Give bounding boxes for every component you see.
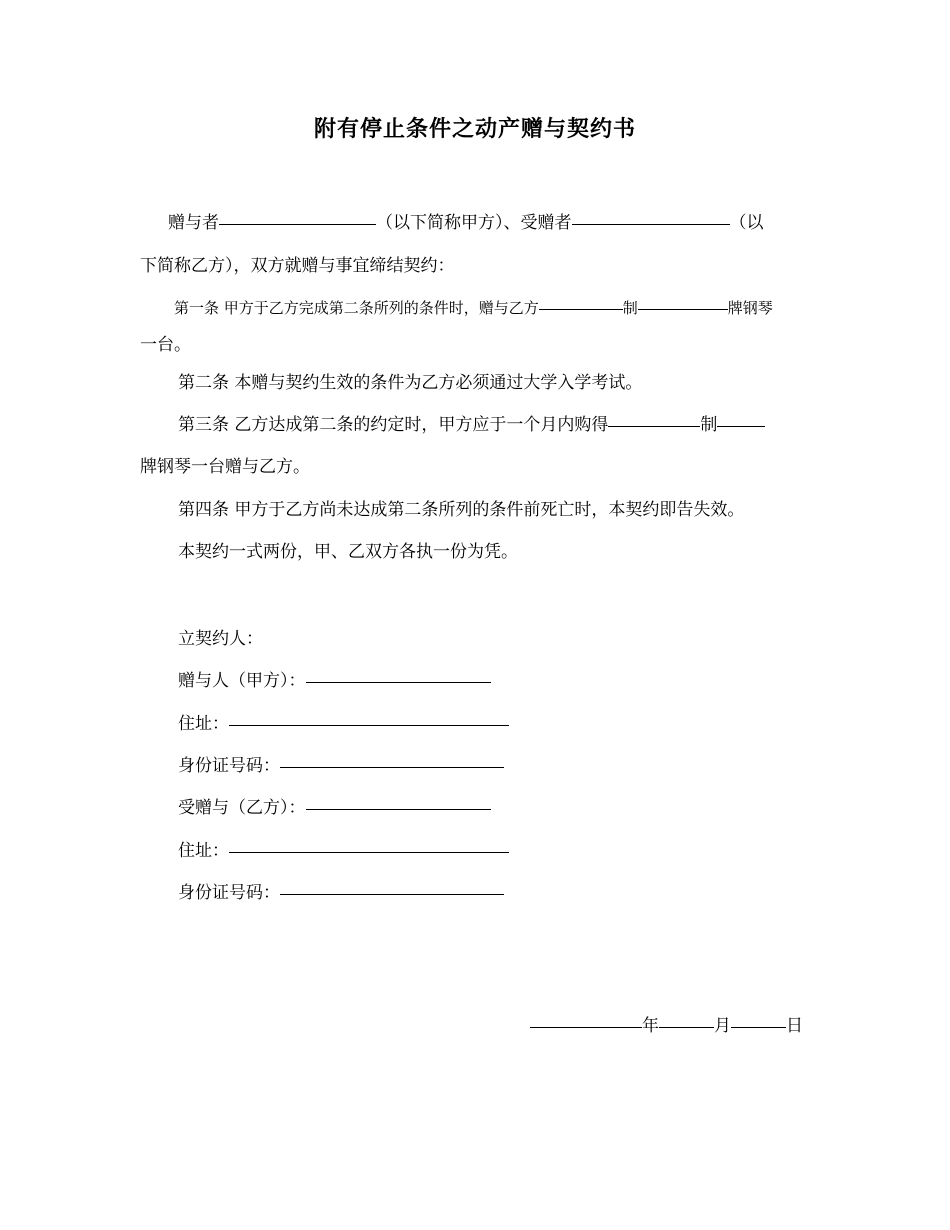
article-3-text-a: 第三条 乙方达成第二条的约定时，甲方应于一个月内购得 (178, 415, 609, 435)
donee-id-label: 身份证号码： (178, 883, 280, 903)
day-label: 日 (786, 1016, 803, 1036)
donor-row (178, 670, 491, 692)
article-3-model-blank[interactable] (717, 425, 765, 427)
date-row (530, 1011, 803, 1036)
day-blank[interactable] (731, 1026, 786, 1028)
donee-label: 受赠与（乙方）： (178, 798, 306, 818)
article-3-brand-blank[interactable] (608, 425, 700, 427)
closing-statement: 本契约一式两份，甲、乙双方各执一份为凭。 (178, 542, 518, 562)
article-1-text-a: 第一条 甲方于乙方完成第二条所列的条件时，赠与乙方 (174, 299, 539, 317)
article-2: 第二条 本赠与契约生效的条件为乙方必须通过大学入学考试。 (178, 373, 643, 393)
donor-address-label: 住址： (178, 714, 229, 734)
page-title: 附有停止条件之动产赠与契约书 (313, 116, 636, 142)
article-4: 第四条 甲方于乙方尚未达成第二条所列的条件前死亡时，本契约即告失效。 (178, 500, 745, 520)
donor-label: 赠与人（甲方）： (178, 671, 306, 691)
donee-name-blank[interactable] (572, 223, 730, 225)
donor-id-label: 身份证号码： (178, 756, 280, 776)
intro-line-2: 下简称乙方），双方就赠与事宜缔结契约： (140, 256, 455, 276)
donee-address-row (178, 840, 509, 862)
donor-suffix: （以下简称甲方）、受赠者 (376, 213, 572, 233)
donor-id-row (178, 755, 504, 777)
donor-label: 赠与者 (168, 213, 219, 233)
donee-row (178, 797, 491, 819)
donor-signature-blank[interactable] (306, 681, 491, 683)
donee-address-label: 住址： (178, 841, 229, 861)
donor-name-blank[interactable] (219, 223, 376, 225)
donee-signature-blank[interactable] (306, 808, 491, 810)
article-1-line-2: 一台。 (140, 335, 191, 355)
donor-address-blank[interactable] (229, 724, 509, 726)
donor-id-blank[interactable] (280, 766, 504, 768)
article-1-model-blank[interactable] (638, 308, 728, 310)
donee-suffix: （以 (729, 213, 764, 233)
donee-id-row (178, 882, 504, 904)
month-blank[interactable] (659, 1026, 714, 1028)
year-blank[interactable] (530, 1026, 642, 1028)
donor-address-row (178, 713, 509, 735)
article-3-text-b: 制 (700, 415, 718, 435)
donee-id-blank[interactable] (280, 893, 504, 895)
signatories-heading: 立契约人： (178, 629, 263, 649)
article-1-brand-blank[interactable] (539, 308, 623, 310)
article-3-line-2: 牌钢琴一台赠与乙方。 (140, 457, 310, 477)
article-1-text-c: 牌钢琴 (727, 299, 773, 317)
intro-line-1 (168, 202, 840, 244)
donee-address-blank[interactable] (229, 851, 509, 853)
year-label: 年 (642, 1016, 659, 1036)
month-label: 月 (714, 1016, 731, 1036)
article-1-line-1 (174, 287, 846, 329)
article-3-line-1 (178, 404, 850, 446)
article-1-text-b: 制 (622, 299, 638, 317)
